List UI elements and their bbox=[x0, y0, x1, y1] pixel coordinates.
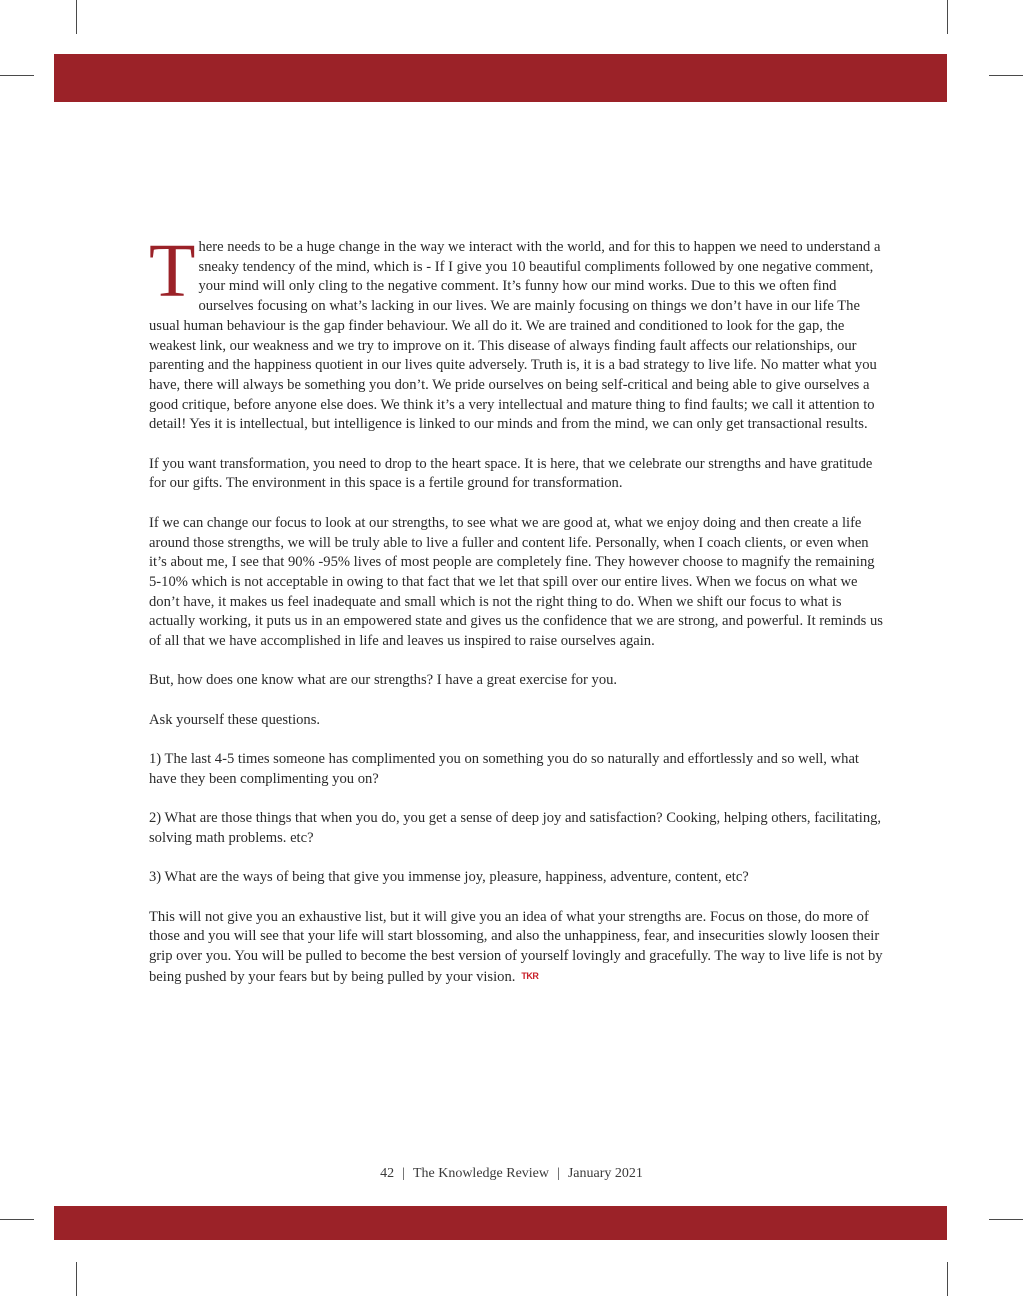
paragraph-closing bbox=[149, 908, 889, 988]
paragraph-3: If we can change our focus to look at our strengths, to see what we are good at, what we enjoy doing and then create a life around those strengths, we will be truly able to live a fuller and content life. Personally, when I coach clients, or even when it’s about me, I see that 90% -95% lives of most people are completely fine. They however choose to magnify the remaining 5-10% which is not acceptable in owing to that fact that we let that spill over our entire lives. When we focus on what we don’t have, it makes us feel inadequate and small which is not the right thing to do. When we shift our focus to what is actually working, it puts us in an empowered state and gives us the confidence that we are strong, and powerful. It reminds us of all that we have accomplished in life and leaves us inspired to raise ourselves again. bbox=[149, 514, 883, 650]
footer-separator: | bbox=[402, 1166, 405, 1181]
page-footer bbox=[0, 1166, 1023, 1182]
header-bar bbox=[54, 54, 947, 102]
question-3: 3) What are the ways of being that give you immense joy, pleasure, happiness, adventure, content, etc? bbox=[149, 869, 749, 886]
paragraph-1-text: here needs to be a huge change in the way we interact with the world, and for this to happen we need to understand a sneaky tendency of the mind, which is - If I give you 10 beautiful compliments followed by one negative comment, your mind will only cling to the negative comment. It’s funny how our mind works. Due to this we often find ourselves focusing on what’s lacking in our lives. We are mainly focusing on things we don’t have in our life The usual human behaviour is the gap finder behaviour. We all do it. We are trained and conditioned to look for the gap, the weakest link, our weakness and we try to improve on it. This disease of always finding fault affects our relationships, our parenting and the happiness quotient in our lives quite adversely. Truth is, it is a bad strategy to live life. No matter what you have, there will always be something you don’t. We pride ourselves on being self-critical and being able to give ourselves a good critique, before anyone else does. We think it’s a very intellectual and mature thing to find faults; we call it attention to detail! Yes it is intellectual, but intelligence is linked to our minds and from the mind, we can only get transactional results. bbox=[149, 239, 881, 433]
closing-text: This will not give you an exhaustive list, but it will give you an idea of what your strengths are. Focus on those, do more of those and you will see that your life will start blossoming, and also the unhappiness, fear, and insecurities slowly loosen their grip over you. You will be pulled to become the best version of yourself lovingly and gracefully. The way to live life is not by being pushed by your fears but by being pulled by your vision. bbox=[149, 908, 883, 985]
paragraph-2: If you want transformation, you need to drop to the heart space. It is here, that we celebrate our strengths and have gratitude for our gifts. The environment in this space is a fertile ground for transformation. bbox=[149, 455, 873, 492]
crop-mark-top-right bbox=[947, 0, 948, 34]
paragraph-4: But, how does one know what are our strengths? I have a great exercise for you. bbox=[149, 672, 618, 689]
tkr-end-logo: TKR bbox=[521, 970, 539, 981]
paragraph-1 bbox=[149, 229, 889, 435]
crop-mark-top-left bbox=[76, 0, 77, 34]
issue-date: January 2021 bbox=[567, 1166, 643, 1181]
footer-separator: | bbox=[557, 1166, 560, 1181]
question-1: 1) The last 4-5 times someone has complimented you on something you do so naturally and effortlessly and so well, what have they been complimenting you on? bbox=[149, 751, 859, 787]
dropcap: T bbox=[149, 229, 196, 313]
crop-mark-left-upper bbox=[0, 75, 34, 76]
publication-name: The Knowledge Review bbox=[412, 1166, 550, 1181]
paragraph-5: Ask yourself these questions. bbox=[149, 711, 321, 728]
question-2: 2) What are those things that when you do, you get a sense of deep joy and satisfaction? Cooking, helping others, facilitating, solving math problems. etc? bbox=[149, 810, 882, 846]
crop-mark-right-upper bbox=[989, 75, 1023, 76]
crop-mark-right-lower bbox=[989, 1219, 1023, 1220]
crop-mark-left-lower bbox=[0, 1219, 34, 1220]
footer-bar bbox=[54, 1206, 947, 1240]
page-number: 42 bbox=[380, 1166, 395, 1181]
article-body bbox=[149, 229, 889, 1007]
crop-mark-bottom-left bbox=[76, 1262, 77, 1296]
crop-mark-bottom-right bbox=[947, 1262, 948, 1296]
